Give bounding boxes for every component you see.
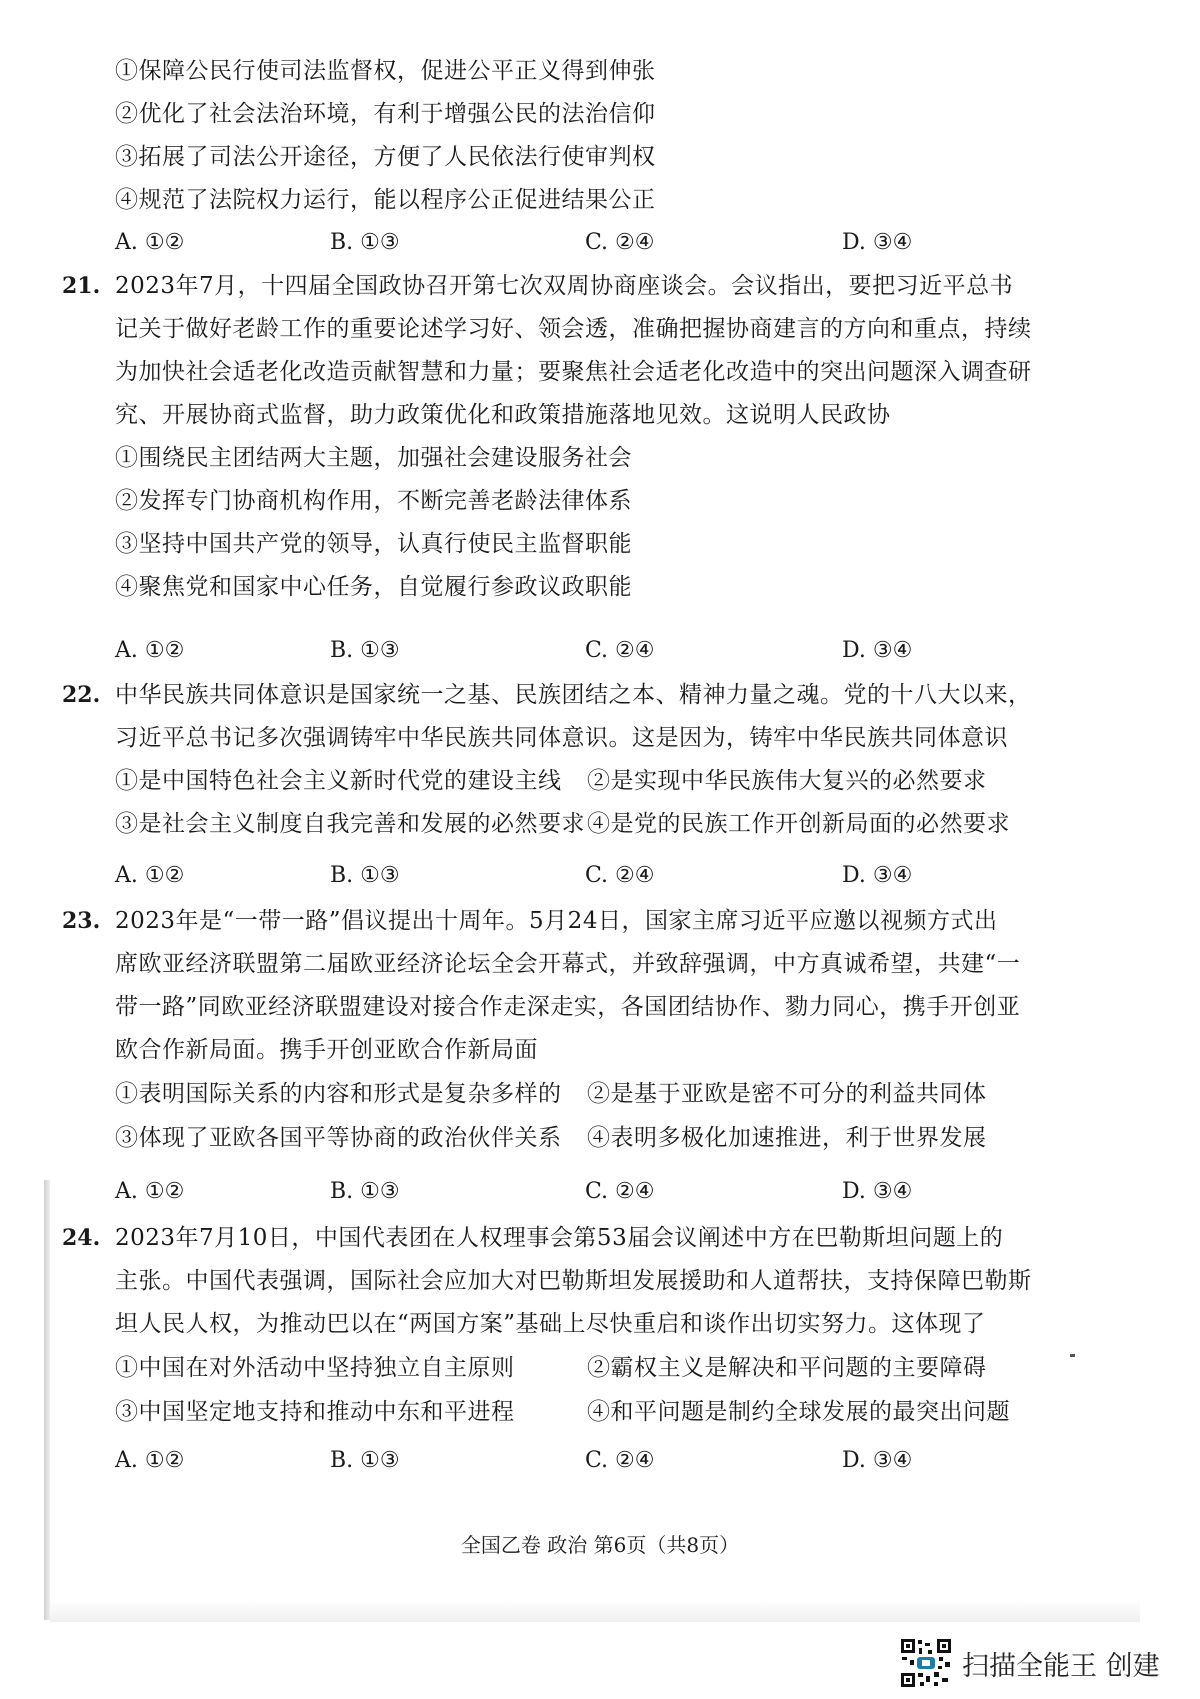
statement-right: ②是实现中华民族伟大复兴的必然要求 xyxy=(587,768,987,794)
statement-line: ③拓展了司法公开途径，方便了人民依法行使审判权 xyxy=(115,144,656,170)
option-a: A. ①② xyxy=(115,863,185,888)
statement-right: ④是党的民族工作开创新局面的必然要求 xyxy=(587,811,1010,837)
question-number: 24. xyxy=(62,1225,101,1251)
statement-line: ②优化了社会法治环境，有利于增强公民的法治信仰 xyxy=(115,101,656,127)
question-stem-line: 主张。中国代表强调，国际社会应加大对巴勒斯坦发展援助和人道帮扶，支持保障巴勒斯 xyxy=(115,1268,1032,1294)
statement-line: ②发挥专门协商机构作用，不断完善老龄法律体系 xyxy=(115,488,632,514)
question-stem-line: 席欧亚经济联盟第二届欧亚经济论坛全会开幕式，并致辞强调，中方真诚希望，共建“一 xyxy=(115,951,1021,977)
question-stem-line: 习近平总书记多次强调铸牢中华民族共同体意识。这是因为，铸牢中华民族共同体意识 xyxy=(115,725,1008,751)
statement-right: ②霸权主义是解决和平问题的主要障碍 xyxy=(587,1355,987,1381)
question-stem-line: 记关于做好老龄工作的重要论述学习好、领会透，准确把握协商建言的方向和重点，持续 xyxy=(115,316,1032,342)
question-stem-line: 2023年是“一带一路”倡议提出十周年。5月24日，国家主席习近平应邀以视频方式出 xyxy=(115,908,998,934)
option-d: D. ③④ xyxy=(842,1448,913,1473)
scan-bottom-shadow xyxy=(50,1600,1140,1622)
option-c: C. ②④ xyxy=(585,863,655,888)
option-c: C. ②④ xyxy=(585,638,655,663)
question-stem-line: 究、开展协商式监督，助力政策优化和政策措施落地见效。这说明人民政协 xyxy=(115,402,891,428)
question-stem-line: 2023年7月10日，中国代表团在人权理事会第53届会议阐述中方在巴勒斯坦问题上的 xyxy=(115,1225,1004,1251)
question-number: 22. xyxy=(62,682,101,708)
statement-line: ①保障公民行使司法监督权，促进公平正义得到伸张 xyxy=(115,58,656,84)
option-c: C. ②④ xyxy=(585,1179,655,1204)
statement-left: ①表明国际关系的内容和形式是复杂多样的 xyxy=(115,1081,562,1107)
option-c: C. ②④ xyxy=(585,230,655,255)
statement-left: ①中国在对外活动中坚持独立自主原则 xyxy=(115,1355,515,1381)
option-c: C. ②④ xyxy=(585,1448,655,1473)
watermark-text: 扫描全能王 创建 xyxy=(962,1650,1160,1682)
question-stem-line: 欧合作新局面。携手开创亚欧合作新局面 xyxy=(115,1037,538,1063)
option-a: A. ①② xyxy=(115,230,185,255)
question-stem-line: 2023年7月，十四届全国政协召开第七次双周协商座谈会。会议指出，要把习近平总书 xyxy=(115,273,1014,299)
statement-right: ②是基于亚欧是密不可分的利益共同体 xyxy=(587,1081,987,1107)
scanner-watermark xyxy=(900,1638,1160,1688)
option-a: A. ①② xyxy=(115,1179,185,1204)
option-b: B. ①③ xyxy=(330,1179,400,1204)
option-d: D. ③④ xyxy=(842,638,913,663)
option-d: D. ③④ xyxy=(842,1179,913,1204)
option-d: D. ③④ xyxy=(842,230,913,255)
statement-right: ④表明多极化加速推进，利于世界发展 xyxy=(587,1125,987,1151)
statement-line: ③坚持中国共产党的领导，认真行使民主监督职能 xyxy=(115,531,632,557)
page-footer: 全国乙卷 政治 第6页（共8页） xyxy=(460,1533,740,1557)
statement-left: ①是中国特色社会主义新时代党的建设主线 xyxy=(115,768,562,794)
option-b: B. ①③ xyxy=(330,1448,400,1473)
question-stem-line: 坦人民人权，为推动巴以在“两国方案”基础上尽快重启和谈作出切实努力。这体现了 xyxy=(115,1311,986,1337)
statement-left: ③是社会主义制度自我完善和发展的必然要求 xyxy=(115,811,585,837)
statement-left: ③中国坚定地支持和推动中东和平进程 xyxy=(115,1399,515,1425)
question-stem-line: 为加快社会适老化改造贡献智慧和力量；要聚焦社会适老化改造中的突出问题深入调查研 xyxy=(115,359,1032,385)
statement-line: ①围绕民主团结两大主题，加强社会建设服务社会 xyxy=(115,445,632,471)
scan-speck xyxy=(1070,1354,1075,1357)
question-stem-line: 中华民族共同体意识是国家统一之基、民族团结之本、精神力量之魂。党的十八大以来， xyxy=(115,682,1032,708)
statement-left: ③体现了亚欧各国平等协商的政治伙伴关系 xyxy=(115,1125,562,1151)
statement-line: ④聚焦党和国家中心任务，自觉履行参政议政职能 xyxy=(115,574,632,600)
option-d: D. ③④ xyxy=(842,863,913,888)
option-b: B. ①③ xyxy=(330,230,400,255)
question-stem-line: 带一路”同欧亚经济联盟建设对接合作走深走实，各国团结协作、勠力同心，携手开创亚 xyxy=(115,994,1021,1020)
statement-right: ④和平问题是制约全球发展的最突出问题 xyxy=(587,1399,1010,1425)
option-b: B. ①③ xyxy=(330,863,400,888)
question-number: 21. xyxy=(62,273,101,299)
option-a: A. ①② xyxy=(115,1448,185,1473)
option-a: A. ①② xyxy=(115,638,185,663)
qr-code-icon xyxy=(900,1638,952,1688)
option-b: B. ①③ xyxy=(330,638,400,663)
question-number: 23. xyxy=(62,908,101,934)
statement-line: ④规范了法院权力运行，能以程序公正促进结果公正 xyxy=(115,187,656,213)
